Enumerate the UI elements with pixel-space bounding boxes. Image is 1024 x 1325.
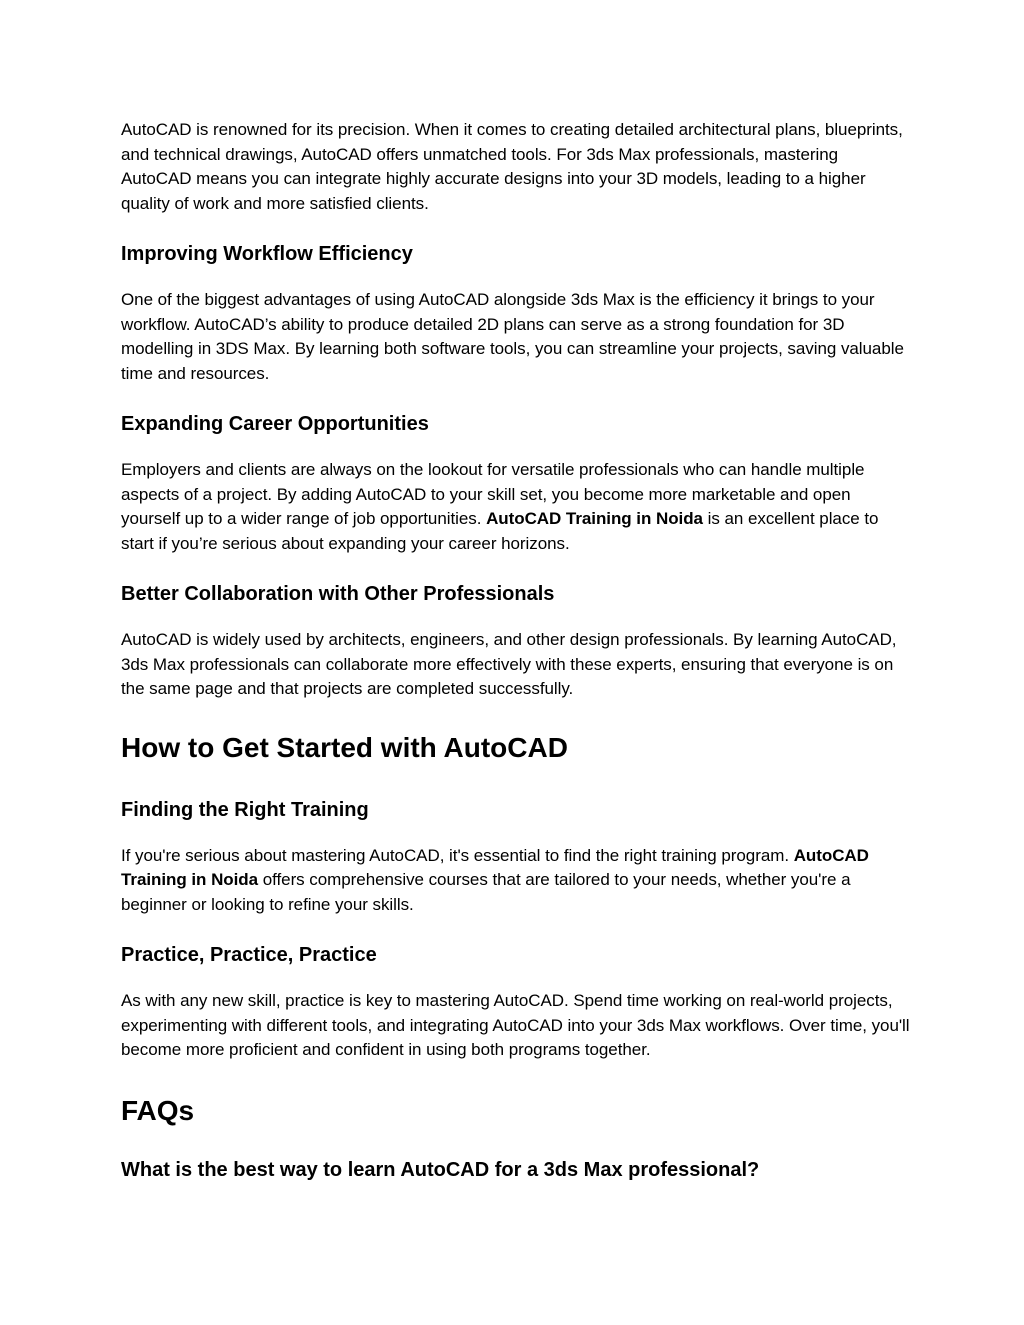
career-paragraph	[121, 458, 911, 556]
heading-better-collaboration: Better Collaboration with Other Professionals	[121, 583, 555, 605]
heading-improving-workflow-efficiency: Improving Workflow Efficiency	[121, 243, 413, 265]
training-paragraph-bold: AutoCAD Training in Noida	[121, 845, 869, 889]
career-paragraph-text-2: is an excellent place to start if you’re serious about expanding your career horizons.	[121, 509, 879, 553]
document-page	[121, 118, 911, 1183]
career-paragraph-bold: AutoCAD Training in Noida	[486, 509, 703, 528]
workflow-paragraph: One of the biggest advantages of using AutoCAD alongside 3ds Max is the efficiency it brings to your workflow. AutoCAD’s ability to produce detailed 2D plans can serve as a strong foundation for 3D modelling in 3DS Max. By learning both software tools, you can streamline your projects, saving valuable time and resources.	[121, 290, 904, 383]
faq-question-1: What is the best way to learn AutoCAD for a 3ds Max professional?	[121, 1158, 760, 1181]
training-paragraph	[121, 844, 911, 918]
intro-paragraph: AutoCAD is renowned for its precision. When it comes to creating detailed architectural plans, blueprints, and technical drawings, AutoCAD offers unmatched tools. For 3ds Max professionals, mastering AutoCAD means you can integrate highly accurate designs into your 3D models, leading to a higher quality of work and more satisfied clients.	[121, 120, 903, 213]
heading-practice: Practice, Practice, Practice	[121, 944, 377, 966]
career-paragraph-text-1: Employers and clients are always on the lookout for versatile professionals who can handle multiple aspects of a project. By adding AutoCAD to your skill set, you become more marketable and open yourself up to a wider range of job opportunities.	[121, 460, 865, 528]
practice-paragraph: As with any new skill, practice is key to mastering AutoCAD. Spend time working on real-world projects, experimenting with different tools, and integrating AutoCAD into your 3ds Max workflows. Over time, you'll become more proficient and confident in using both programs together.	[121, 991, 910, 1059]
training-paragraph-text-1: If you're serious about mastering AutoCAD, it's essential to find the right training program.	[121, 845, 794, 865]
heading-finding-the-right-training: Finding the Right Training	[121, 798, 369, 821]
training-paragraph-text-2: offers comprehensive courses that are tailored to your needs, whether you're a beginner or looking to refine your skills.	[121, 870, 851, 914]
heading-faqs: FAQs	[121, 1094, 195, 1126]
heading-expanding-career-opportunities: Expanding Career Opportunities	[121, 413, 429, 435]
heading-how-to-get-started: How to Get Started with AutoCAD	[121, 731, 568, 763]
collaboration-paragraph: AutoCAD is widely used by architects, engineers, and other design professionals. By learning AutoCAD, 3ds Max professionals can collaborate more effectively with these experts, ensuring that everyone is on the same page and that projects are completed successfully.	[121, 630, 897, 698]
